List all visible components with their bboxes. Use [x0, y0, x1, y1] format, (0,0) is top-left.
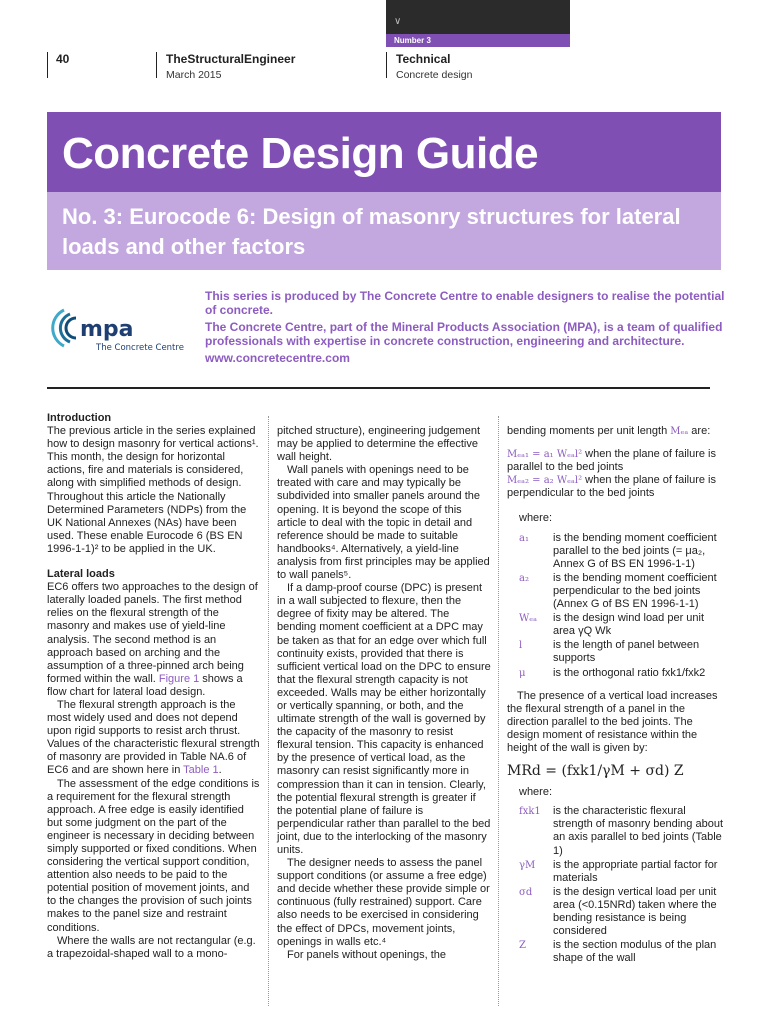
- column-divider: [498, 416, 499, 1006]
- issue-tab: [386, 0, 570, 47]
- mpa-logo-icon: [50, 300, 190, 360]
- subsection-name: Concrete design: [396, 69, 473, 81]
- definition-symbol: fxk1: [519, 806, 541, 818]
- website-link[interactable]: www.concretecentre.com: [205, 351, 350, 365]
- title-banner: [47, 112, 721, 192]
- body-paragraph: The previous article in the series explained how to design masonry for vertical actions¹. This month, the design for horizontal actions, fire and materials is considered, along with simplified methods of design. Throughout this article the Nationally Determined Parameters (NDPs) from the UK National Annexes (NAs) have been used. These enable Eurocode 6 (BS EN 1996-1-1)² to be applied in the UK.: [47, 425, 259, 555]
- page-title: Concrete Design Guide: [62, 129, 539, 178]
- body-paragraph: The flexural strength approach is the most widely used and does not depend upon rigid supports to resist arch thrust. Values of the characteristic flexural strength of masonry are provided in Table NA.6 of EC6 and are shown here in Table 1.: [47, 698, 260, 777]
- column-1: [47, 412, 261, 961]
- definition-text: is the design vertical load per unit area (<0.15NRd) taken where the bending resistance is being considered: [553, 885, 717, 938]
- horizontal-rule: [47, 387, 710, 389]
- page-subtitle: No. 3: Eurocode 6: Design of masonry structures for lateral loads and other factors: [62, 204, 681, 259]
- logo-wordmark: mpa: [80, 317, 134, 342]
- where-label: where:: [519, 512, 553, 525]
- definition-text: is the orthogonal ratio fxk1/fxk2: [553, 666, 706, 679]
- definition-symbol: a₂: [519, 572, 529, 584]
- equation-2: Mₑₐ₂ = a₂ Wₑₐl² when the plane of failure is perpendicular to the bed joints: [507, 474, 716, 500]
- issue-date: March 2015: [166, 69, 222, 81]
- definition-text: is the design wind load per unit area γQ Wk: [553, 612, 705, 638]
- logo-subtext: The Concrete Centre: [96, 343, 184, 353]
- intro-paragraph: This series is produced by The Concrete Centre to enable designers to realise the potential of concrete.: [205, 289, 725, 317]
- body-paragraph: The assessment of the edge conditions is a requirement for the flexural strength approach. A free edge is easily identified but some judgment on the part of the engineer is necessary in deciding between simply supported or fixed conditions. When considering the vertical support condition, attention also needs to be paid to the potential position of movement joints, and to the changes the provision of such joints makes to the panel size and restraint conditions.: [47, 777, 260, 934]
- column-3: [507, 425, 723, 965]
- resistance-formula: MRd = (fxk1/γM + σd) Z: [507, 763, 684, 780]
- definition-text: is the characteristic flexural strength of masonry bending about an axis parallel to bed joints (Table 1): [553, 805, 724, 857]
- issue-number: Number 3: [386, 34, 570, 47]
- intro-block: [205, 290, 725, 370]
- definition-text: is the appropriate partial factor for materials: [553, 858, 718, 884]
- body-paragraph: If a damp-proof course (DPC) is present in a wall subjected to flexure, then the degree of fixity may be altered. The bending moment coefficient at a DPC may be taken as that for an edge over which full continuity exists, provided that there is sufficient vertical load on the DPC to ensure that the flexural strength capacity is not exceeded. Walls may be either horizontally or vertically spanning, or both, and the ultimate strength of the wall is governed by the capacity of the masonry to resist flexural tension. This capacity is enhanced by the presence of vertical load, as the masonry can resist significantly more in compression than it can in tension. Clearly, the potential flexural strength is greater if the potential plane of failure is perpendicular rather than parallel to the bed joint, due to the interlocking of the masonry units.: [277, 582, 491, 856]
- definitions-list: [519, 532, 723, 680]
- section-heading: Lateral loads: [47, 568, 115, 581]
- divider: [47, 52, 48, 78]
- definition-symbol: μ: [519, 667, 526, 679]
- where-label: where:: [519, 786, 553, 799]
- chevron-down-icon[interactable]: ∨: [394, 16, 402, 27]
- definition-symbol: Z: [519, 940, 526, 952]
- column-divider: [268, 416, 269, 1006]
- definition-text: is the bending moment coefficient parallel to the bed joints (= μa₂, Annex G of BS EN 1996-1-1): [553, 531, 717, 570]
- definition-text: is the bending moment coefficient perpendicular to the bed joints (Annex G of BS EN 1996-1-1): [553, 571, 717, 611]
- body-paragraph: The designer needs to assess the panel support conditions (or assume a free edge) and decide whether these provide simple or continuous (fully restrained) support. Care also needs to be exercised in considering the effect of DPCs, movement joints, openings in walls etc.⁴: [277, 857, 490, 948]
- intro-paragraph: The Concrete Centre, part of the Mineral Products Association (MPA), is a team of qualified professionals with expertise in concrete construction, engineering and architecture.: [205, 320, 723, 348]
- section-name: Technical: [396, 52, 451, 66]
- definitions-list: [519, 805, 723, 965]
- magazine-name: TheStructuralEngineer: [166, 52, 296, 66]
- definition-symbol: l: [519, 640, 523, 652]
- equation-1: Mₑₐ₁ = a₁ Wₑₐl² when the plane of failure is parallel to the bed joints: [507, 448, 716, 474]
- section-heading: Introduction: [47, 412, 112, 424]
- body-paragraph: The presence of a vertical load increases the flexural strength of a panel in the direction parallel to the bed joints. The design moment of resistance within the height of the wall is given by:: [507, 689, 718, 754]
- figure-link[interactable]: Figure 1: [158, 672, 200, 685]
- divider: [156, 52, 157, 78]
- body-paragraph: For panels without openings, the: [287, 948, 446, 961]
- definition-symbol: Wₑₐ: [519, 613, 538, 625]
- body-paragraph: bending moments per unit length Mₑₐ are:: [507, 425, 711, 437]
- body-paragraph: EC6 offers two approaches to the design of laterally loaded panels. The first method relies on the flexural strength of the masonry and makes use of yield-line analysis. The second method is an approach based on arching and the assumption of a three-pinned arch being formed within the wall. Figure 1 shows a flow chart for lateral load design.: [47, 581, 258, 698]
- definition-symbol: σd: [519, 886, 533, 898]
- divider: [386, 52, 387, 78]
- subtitle-banner: [47, 192, 721, 270]
- body-paragraph: Wall panels with openings need to be treated with care and may typically be subdivided into smaller panels around the opening. It is beyond the scope of this article to deal with the topic in detail and reference should be made to suitable handbooks⁴. Alternatively, a yield-line analysis from first principles may be applied to wall panels⁵.: [277, 464, 490, 582]
- section-info: [396, 52, 472, 81]
- column-2: [277, 425, 491, 962]
- magazine-info: [166, 52, 295, 81]
- page-number: 40: [56, 52, 70, 66]
- body-paragraph: Where the walls are not rectangular (e.g. a trapezoidal-shaped wall to a mono-: [47, 934, 256, 960]
- definition-text: is the length of panel between supports: [553, 639, 700, 665]
- body-paragraph: pitched structure), engineering judgement may be applied to determine the effective wall height.: [277, 425, 481, 464]
- table-link[interactable]: Table 1: [183, 764, 219, 777]
- definition-text: is the section modulus of the plan shape of the wall: [553, 939, 717, 965]
- mpa-logo: [50, 300, 190, 360]
- definition-symbol: a₁: [519, 532, 529, 544]
- definition-symbol: γM: [519, 859, 536, 871]
